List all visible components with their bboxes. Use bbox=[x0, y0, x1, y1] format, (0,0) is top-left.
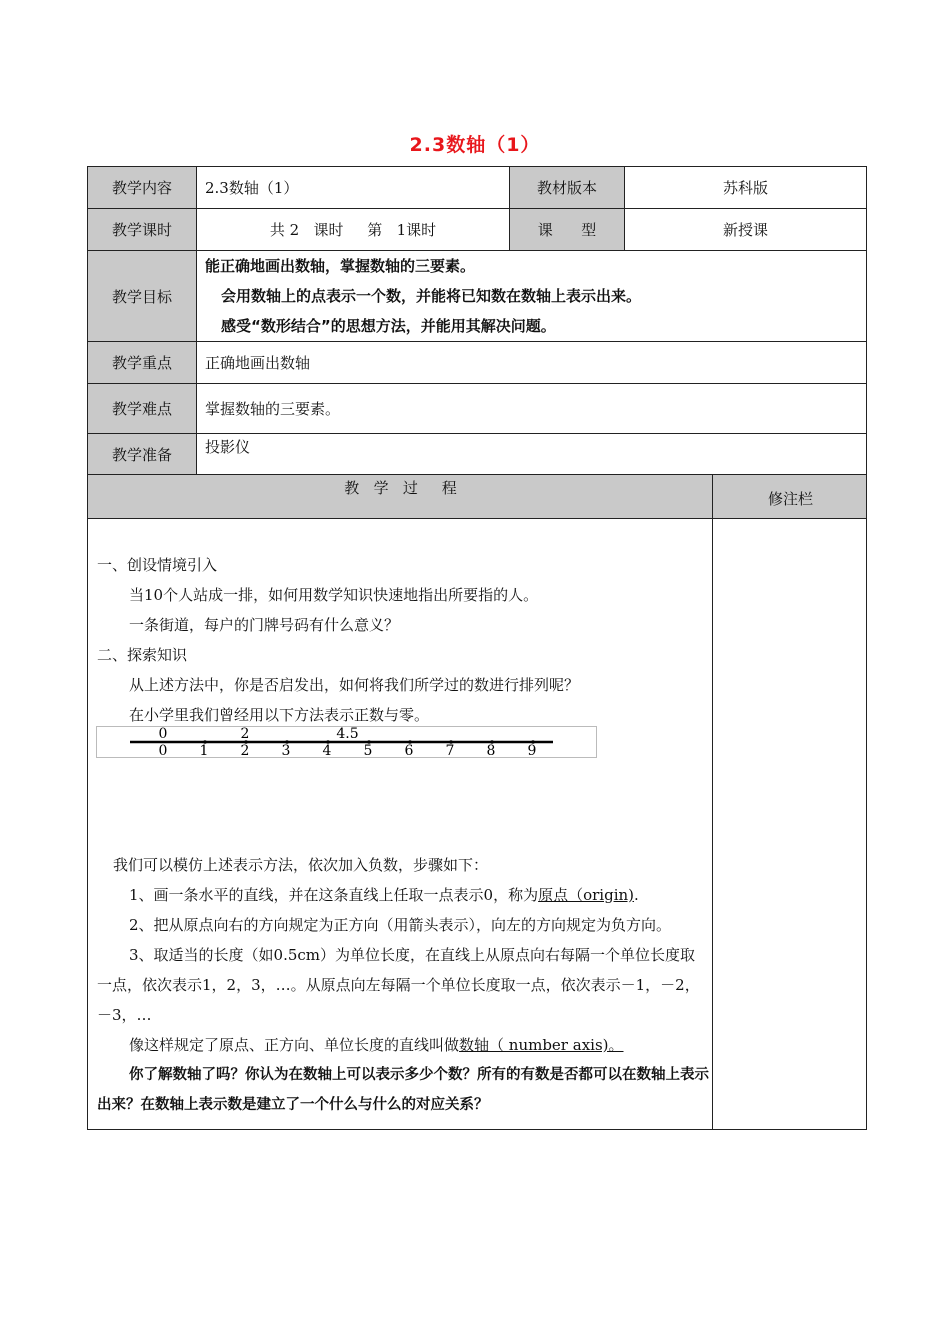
step-1 bbox=[97, 880, 709, 910]
content-value: 2.3数轴（1） bbox=[197, 167, 510, 209]
process-content bbox=[97, 550, 709, 1120]
section-heading: 一、创设情境引入 bbox=[97, 556, 218, 574]
section-heading: 二、探索知识 bbox=[97, 646, 188, 664]
origin-term: 原点（origin) bbox=[538, 886, 635, 904]
type-value: 新授课 bbox=[625, 209, 867, 251]
paragraph: 一条街道，每户的门牌号码有什么意义？ bbox=[129, 616, 400, 634]
tick-label: 8 bbox=[486, 743, 496, 757]
key-label: 教学重点 bbox=[88, 342, 197, 384]
prep-value: 投影仪 bbox=[197, 434, 867, 476]
notes-label: 修注栏 bbox=[767, 490, 813, 508]
edition-label: 教材版本 bbox=[510, 167, 625, 209]
tick-label: 3 bbox=[281, 743, 291, 757]
tick-label: 1 bbox=[199, 743, 209, 757]
definition bbox=[97, 1030, 709, 1060]
marked-value-label: 4.5 bbox=[336, 727, 359, 742]
number-line-figure bbox=[96, 726, 597, 758]
step-1-end: . bbox=[634, 886, 639, 904]
paragraph: 在小学里我们曾经用以下方法表示正数与零。 bbox=[129, 706, 430, 724]
hours-label: 教学课时 bbox=[88, 209, 197, 251]
goal-label: 教学目标 bbox=[88, 251, 197, 342]
marked-value-label: 0 bbox=[158, 727, 168, 742]
definition-text: 像这样规定了原点、正方向、单位长度的直线叫做 bbox=[129, 1036, 460, 1054]
tick-label: 4 bbox=[322, 743, 332, 757]
goal-item: 会用数轴上的点表示一个数，并能将已知数在数轴上表示出来。 bbox=[221, 287, 642, 305]
number-line-svg bbox=[97, 727, 596, 757]
process-label: 教 学 过 程 bbox=[344, 479, 457, 497]
tick-label: 7 bbox=[445, 743, 455, 757]
marked-value-label: 2 bbox=[240, 727, 250, 742]
content-label: 教学内容 bbox=[88, 167, 197, 209]
goal-item: 感受“数形结合”的思想方法，并能用其解决问题。 bbox=[221, 317, 556, 335]
tick-label: 0 bbox=[158, 743, 168, 757]
notes-column-divider bbox=[712, 518, 713, 1129]
paragraph: 当10个人站成一排，如何用数学知识快速地指出所要指的人。 bbox=[129, 586, 539, 604]
step-2: 2、把从原点向右的方向规定为正方向（用箭头表示），向左的方向规定为负方向。 bbox=[129, 916, 672, 934]
prep-label: 教学准备 bbox=[88, 434, 197, 476]
hours-value: 共 2 课时 第 1课时 bbox=[197, 209, 510, 251]
tick-label: 9 bbox=[527, 743, 537, 757]
key-value: 正确地画出数轴 bbox=[197, 342, 867, 384]
difficulty-label: 教学难点 bbox=[88, 384, 197, 434]
goal-item: 能正确地画出数轴，掌握数轴的三要素。 bbox=[205, 257, 476, 275]
number-axis-term: 数轴（ number axis)。 bbox=[459, 1036, 624, 1054]
page-title: 2.3数轴（1） bbox=[409, 134, 541, 156]
paragraph: 从上述方法中，你是否启发出，如何将我们所学过的数进行排列呢？ bbox=[129, 676, 580, 694]
tick-label: 6 bbox=[404, 743, 414, 757]
difficulty-value: 掌握数轴的三要素。 bbox=[197, 384, 867, 434]
step-1-text: 1、画一条水平的直线，并在这条直线上任取一点表示0，称为 bbox=[129, 886, 539, 904]
tick-label: 2 bbox=[240, 743, 250, 757]
process-header bbox=[87, 474, 867, 519]
process-body bbox=[87, 518, 867, 1130]
step-3: 3、取适当的长度（如0.5cm）为单位长度，在直线上从原点向右每隔一个单位长度取一点，依次表示1，2，3，…。从原点向左每隔一个单位长度取一点，依次表示－1，－2，－3，… bbox=[97, 946, 700, 1024]
lesson-info-table bbox=[87, 166, 867, 476]
tick-label: 5 bbox=[363, 743, 373, 757]
edition-value: 苏科版 bbox=[625, 167, 867, 209]
question: 你了解数轴了吗？你认为在数轴上可以表示多少个数？所有的有数是否都可以在数轴上表示出来？在数轴上表示数是建立了一个什么与什么的对应关系？ bbox=[97, 1067, 709, 1113]
paragraph: 我们可以模仿上述表示方法，依次加入负数，步骤如下： bbox=[113, 856, 489, 874]
goals-cell bbox=[197, 251, 867, 342]
type-label: 课 型 bbox=[510, 209, 625, 251]
